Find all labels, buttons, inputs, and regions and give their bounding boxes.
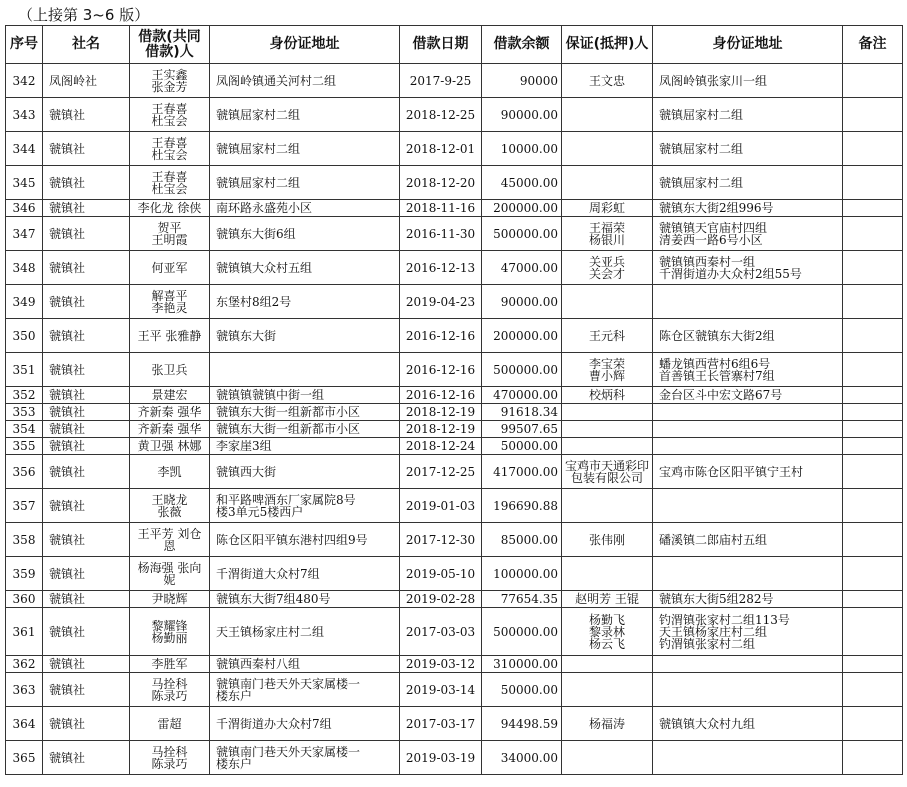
guarantor-cell: 张伟刚 [562, 523, 653, 557]
balance-cell: 47000.00 [482, 251, 562, 285]
balance-cell: 34000.00 [482, 741, 562, 775]
address-cell: 虢镇东大街一组新都市小区 [210, 404, 400, 421]
borrower-cell: 王春喜 杜宝会 [130, 166, 210, 200]
balance-cell: 90000.00 [482, 285, 562, 319]
guarantor-address-cell: 虢镇屈家村二组 [653, 98, 843, 132]
table-row [6, 285, 903, 319]
row-number-cell: 364 [6, 707, 43, 741]
balance-cell: 90000 [482, 64, 562, 98]
guarantor-cell [562, 421, 653, 438]
borrower-cell: 解喜平 李艳灵 [130, 285, 210, 319]
note-cell [843, 404, 903, 421]
guarantor-cell: 校炳科 [562, 387, 653, 404]
balance-cell: 50000.00 [482, 438, 562, 455]
branch-cell: 虢镇社 [43, 404, 130, 421]
borrower-cell: 王春喜 杜宝会 [130, 132, 210, 166]
loan-date-cell: 2016-12-16 [400, 319, 482, 353]
note-cell [843, 741, 903, 775]
balance-cell: 310000.00 [482, 656, 562, 673]
guarantor-address-cell: 虢镇屈家村二组 [653, 132, 843, 166]
table-row [6, 200, 903, 217]
loan-date-cell: 2018-12-25 [400, 98, 482, 132]
table-row [6, 608, 903, 656]
row-number-cell: 356 [6, 455, 43, 489]
balance-cell: 470000.00 [482, 387, 562, 404]
branch-cell: 虢镇社 [43, 251, 130, 285]
loan-date-cell: 2019-05-10 [400, 557, 482, 591]
address-cell: 虢镇镇虢镇中街一组 [210, 387, 400, 404]
borrower-cell: 黎耀锋 杨勤丽 [130, 608, 210, 656]
balance-cell: 200000.00 [482, 319, 562, 353]
note-cell [843, 557, 903, 591]
borrower-cell: 景建宏 [130, 387, 210, 404]
address-cell: 千渭街道办大众村7组 [210, 707, 400, 741]
guarantor-address-cell [653, 489, 843, 523]
row-number-cell: 365 [6, 741, 43, 775]
address-cell: 虢镇西秦村八组 [210, 656, 400, 673]
note-cell [843, 98, 903, 132]
row-number-cell: 363 [6, 673, 43, 707]
borrower-cell: 王春喜 杜宝会 [130, 98, 210, 132]
table-row [6, 707, 903, 741]
row-number-cell: 352 [6, 387, 43, 404]
row-number-cell: 353 [6, 404, 43, 421]
loan-date-cell: 2019-04-23 [400, 285, 482, 319]
address-cell: 虢镇东大街6组 [210, 217, 400, 251]
address-cell: 千渭街道大众村7组 [210, 557, 400, 591]
guarantor-cell: 赵明芳 王锟 [562, 591, 653, 608]
borrower-cell: 齐新秦 强华 [130, 404, 210, 421]
address-cell [210, 353, 400, 387]
branch-cell: 虢镇社 [43, 217, 130, 251]
note-cell [843, 707, 903, 741]
borrower-cell: 王平芳 刘仓恩 [130, 523, 210, 557]
borrower-cell: 王晓龙 张薇 [130, 489, 210, 523]
balance-cell: 77654.35 [482, 591, 562, 608]
row-number-cell: 351 [6, 353, 43, 387]
branch-cell: 虢镇社 [43, 200, 130, 217]
guarantor-cell [562, 285, 653, 319]
note-cell [843, 285, 903, 319]
branch-cell: 虢镇社 [43, 489, 130, 523]
address-cell: 和平路啤酒东厂家属院8号 楼3单元5楼西户 [210, 489, 400, 523]
address-cell: 虢镇屈家村二组 [210, 98, 400, 132]
table-body [6, 64, 903, 775]
balance-cell: 100000.00 [482, 557, 562, 591]
table-row [6, 387, 903, 404]
address-cell: 虢镇南门巷天外天家属楼一 楼东户 [210, 741, 400, 775]
row-number-cell: 345 [6, 166, 43, 200]
header-cell: 借款日期 [400, 26, 482, 64]
balance-cell: 85000.00 [482, 523, 562, 557]
table-row [6, 64, 903, 98]
address-cell: 南环路永盛苑小区 [210, 200, 400, 217]
guarantor-cell: 王文忠 [562, 64, 653, 98]
row-number-cell: 343 [6, 98, 43, 132]
loan-date-cell: 2016-12-16 [400, 353, 482, 387]
branch-cell: 虢镇社 [43, 387, 130, 404]
branch-cell: 虢镇社 [43, 98, 130, 132]
borrower-cell: 马拴科 陈录巧 [130, 673, 210, 707]
guarantor-cell [562, 489, 653, 523]
header-cell: 备注 [843, 26, 903, 64]
address-cell: 凤阁岭镇通关河村二组 [210, 64, 400, 98]
loan-date-cell: 2017-9-25 [400, 64, 482, 98]
note-cell [843, 673, 903, 707]
borrower-cell: 李化龙 徐侠 [130, 200, 210, 217]
borrower-cell: 马拴科 陈录巧 [130, 741, 210, 775]
address-cell: 虢镇屈家村二组 [210, 166, 400, 200]
branch-cell: 虢镇社 [43, 166, 130, 200]
row-number-cell: 347 [6, 217, 43, 251]
loan-date-cell: 2016-11-30 [400, 217, 482, 251]
guarantor-address-cell: 虢镇东大街2组996号 [653, 200, 843, 217]
balance-cell: 196690.88 [482, 489, 562, 523]
header-cell: 身份证地址 [653, 26, 843, 64]
branch-cell: 虢镇社 [43, 523, 130, 557]
table-row [6, 455, 903, 489]
row-number-cell: 359 [6, 557, 43, 591]
balance-cell: 90000.00 [482, 98, 562, 132]
borrower-cell: 王实鑫 张金芳 [130, 64, 210, 98]
guarantor-address-cell: 磻溪镇二郎庙村五组 [653, 523, 843, 557]
table-row [6, 166, 903, 200]
branch-cell: 虢镇社 [43, 608, 130, 656]
row-number-cell: 350 [6, 319, 43, 353]
row-number-cell: 344 [6, 132, 43, 166]
table-row [6, 591, 903, 608]
header-cell: 社名 [43, 26, 130, 64]
branch-cell: 虢镇社 [43, 591, 130, 608]
guarantor-cell: 杨勤飞 黎录林 杨云飞 [562, 608, 653, 656]
address-cell: 虢镇西大街 [210, 455, 400, 489]
branch-cell: 虢镇社 [43, 707, 130, 741]
address-cell: 虢镇南门巷天外天家属楼一 楼东户 [210, 673, 400, 707]
table-row [6, 353, 903, 387]
note-cell [843, 591, 903, 608]
loan-date-cell: 2019-01-03 [400, 489, 482, 523]
borrower-cell: 贺平 王明霞 [130, 217, 210, 251]
borrower-cell: 张卫兵 [130, 353, 210, 387]
address-cell: 东堡村8组2号 [210, 285, 400, 319]
guarantor-address-cell: 宝鸡市陈仓区阳平镇宁王村 [653, 455, 843, 489]
row-number-cell: 360 [6, 591, 43, 608]
balance-cell: 10000.00 [482, 132, 562, 166]
guarantor-cell [562, 741, 653, 775]
header-cell: 序号 [6, 26, 43, 64]
table-row [6, 656, 903, 673]
branch-cell: 虢镇社 [43, 421, 130, 438]
guarantor-address-cell [653, 741, 843, 775]
row-number-cell: 361 [6, 608, 43, 656]
branch-cell: 虢镇社 [43, 438, 130, 455]
branch-cell: 虢镇社 [43, 455, 130, 489]
table-row [6, 489, 903, 523]
guarantor-address-cell [653, 656, 843, 673]
balance-cell: 200000.00 [482, 200, 562, 217]
guarantor-cell: 杨福涛 [562, 707, 653, 741]
balance-cell: 50000.00 [482, 673, 562, 707]
note-cell [843, 656, 903, 673]
guarantor-cell [562, 404, 653, 421]
borrower-cell: 黄卫强 林娜 [130, 438, 210, 455]
branch-cell: 凤阁岭社 [43, 64, 130, 98]
loan-table [5, 25, 903, 775]
loan-date-cell: 2018-12-19 [400, 404, 482, 421]
note-cell [843, 132, 903, 166]
guarantor-cell [562, 656, 653, 673]
row-number-cell: 354 [6, 421, 43, 438]
guarantor-address-cell: 陈仓区虢镇东大街2组 [653, 319, 843, 353]
table-row [6, 438, 903, 455]
table-row [6, 319, 903, 353]
row-number-cell: 355 [6, 438, 43, 455]
branch-cell: 虢镇社 [43, 319, 130, 353]
row-number-cell: 357 [6, 489, 43, 523]
table-row [6, 251, 903, 285]
note-cell [843, 523, 903, 557]
guarantor-address-cell [653, 673, 843, 707]
note-cell [843, 251, 903, 285]
address-cell: 虢镇屈家村二组 [210, 132, 400, 166]
borrower-cell: 杨海强 张向妮 [130, 557, 210, 591]
loan-date-cell: 2019-03-19 [400, 741, 482, 775]
address-cell: 陈仓区阳平镇东港村四组9号 [210, 523, 400, 557]
header-cell: 身份证地址 [210, 26, 400, 64]
note-cell [843, 489, 903, 523]
loan-date-cell: 2018-12-19 [400, 421, 482, 438]
borrower-cell: 李胜军 [130, 656, 210, 673]
guarantor-address-cell: 虢镇镇大众村九组 [653, 707, 843, 741]
table-row [6, 557, 903, 591]
note-cell [843, 438, 903, 455]
borrower-cell: 李凯 [130, 455, 210, 489]
guarantor-cell [562, 557, 653, 591]
note-cell [843, 166, 903, 200]
balance-cell: 91618.34 [482, 404, 562, 421]
address-cell: 虢镇镇大众村五组 [210, 251, 400, 285]
balance-cell: 94498.59 [482, 707, 562, 741]
guarantor-address-cell: 虢镇镇西秦村一组 千渭街道办大众村2组55号 [653, 251, 843, 285]
table-row [6, 404, 903, 421]
guarantor-cell: 王福荣 杨银川 [562, 217, 653, 251]
table-row [6, 523, 903, 557]
header-cell: 借款余额 [482, 26, 562, 64]
guarantor-address-cell: 凤阁岭镇张家川一组 [653, 64, 843, 98]
row-number-cell: 346 [6, 200, 43, 217]
header-row [6, 26, 903, 64]
row-number-cell: 349 [6, 285, 43, 319]
guarantor-cell: 关亚兵 关会才 [562, 251, 653, 285]
guarantor-cell: 李宝荣 曹小辉 [562, 353, 653, 387]
loan-date-cell: 2017-03-17 [400, 707, 482, 741]
loan-date-cell: 2016-12-16 [400, 387, 482, 404]
loan-date-cell: 2018-12-20 [400, 166, 482, 200]
loan-date-cell: 2019-03-14 [400, 673, 482, 707]
branch-cell: 虢镇社 [43, 741, 130, 775]
borrower-cell: 雷超 [130, 707, 210, 741]
loan-date-cell: 2018-12-24 [400, 438, 482, 455]
note-cell [843, 64, 903, 98]
guarantor-cell [562, 98, 653, 132]
guarantor-cell: 宝鸡市天通彩印 包装有限公司 [562, 455, 653, 489]
note-cell [843, 421, 903, 438]
guarantor-address-cell: 虢镇镇天官庙村四组 清姜西一路6号小区 [653, 217, 843, 251]
loan-date-cell: 2019-02-28 [400, 591, 482, 608]
loan-date-cell: 2018-11-16 [400, 200, 482, 217]
borrower-cell: 齐新秦 强华 [130, 421, 210, 438]
table-row [6, 217, 903, 251]
branch-cell: 虢镇社 [43, 285, 130, 319]
guarantor-address-cell [653, 404, 843, 421]
table-row [6, 98, 903, 132]
balance-cell: 99507.65 [482, 421, 562, 438]
row-number-cell: 358 [6, 523, 43, 557]
guarantor-address-cell: 蟠龙镇西营村6组6号 首善镇王长管寨村7组 [653, 353, 843, 387]
guarantor-address-cell [653, 557, 843, 591]
guarantor-address-cell [653, 438, 843, 455]
balance-cell: 417000.00 [482, 455, 562, 489]
row-number-cell: 342 [6, 64, 43, 98]
loan-date-cell: 2019-03-12 [400, 656, 482, 673]
branch-cell: 虢镇社 [43, 656, 130, 673]
address-cell: 虢镇东大街 [210, 319, 400, 353]
branch-cell: 虢镇社 [43, 353, 130, 387]
guarantor-cell: 周彩虹 [562, 200, 653, 217]
loan-date-cell: 2016-12-13 [400, 251, 482, 285]
guarantor-cell [562, 132, 653, 166]
guarantor-address-cell: 钓渭镇张家村二组113号 天王镇杨家庄村二组 钓渭镇张家村二组 [653, 608, 843, 656]
address-cell: 虢镇东大街7组480号 [210, 591, 400, 608]
row-number-cell: 362 [6, 656, 43, 673]
header-cell: 借款(共同借款)人 [130, 26, 210, 64]
guarantor-cell: 王元科 [562, 319, 653, 353]
table-row [6, 421, 903, 438]
note-cell [843, 353, 903, 387]
note-cell [843, 455, 903, 489]
guarantor-cell [562, 673, 653, 707]
guarantor-address-cell [653, 285, 843, 319]
loan-date-cell: 2017-12-25 [400, 455, 482, 489]
guarantor-cell [562, 438, 653, 455]
address-cell: 李家崖3组 [210, 438, 400, 455]
guarantor-cell [562, 166, 653, 200]
table-row [6, 741, 903, 775]
continued-note: （上接第 3~6 版） [18, 6, 150, 24]
header-cell: 保证(抵押)人 [562, 26, 653, 64]
borrower-cell: 王平 张雅静 [130, 319, 210, 353]
guarantor-address-cell: 金台区斗中宏文路67号 [653, 387, 843, 404]
note-cell [843, 200, 903, 217]
address-cell: 天王镇杨家庄村二组 [210, 608, 400, 656]
guarantor-address-cell: 虢镇东大街5组282号 [653, 591, 843, 608]
balance-cell: 500000.00 [482, 217, 562, 251]
balance-cell: 45000.00 [482, 166, 562, 200]
note-cell [843, 387, 903, 404]
table-row [6, 132, 903, 166]
guarantor-address-cell: 虢镇屈家村二组 [653, 166, 843, 200]
loan-date-cell: 2017-03-03 [400, 608, 482, 656]
branch-cell: 虢镇社 [43, 557, 130, 591]
borrower-cell: 尹晓辉 [130, 591, 210, 608]
borrower-cell: 何亚军 [130, 251, 210, 285]
row-number-cell: 348 [6, 251, 43, 285]
note-cell [843, 319, 903, 353]
balance-cell: 500000.00 [482, 353, 562, 387]
table-row [6, 673, 903, 707]
balance-cell: 500000.00 [482, 608, 562, 656]
branch-cell: 虢镇社 [43, 673, 130, 707]
branch-cell: 虢镇社 [43, 132, 130, 166]
loan-date-cell: 2018-12-01 [400, 132, 482, 166]
address-cell: 虢镇东大街一组新都市小区 [210, 421, 400, 438]
guarantor-address-cell [653, 421, 843, 438]
loan-date-cell: 2017-12-30 [400, 523, 482, 557]
note-cell [843, 217, 903, 251]
note-cell [843, 608, 903, 656]
